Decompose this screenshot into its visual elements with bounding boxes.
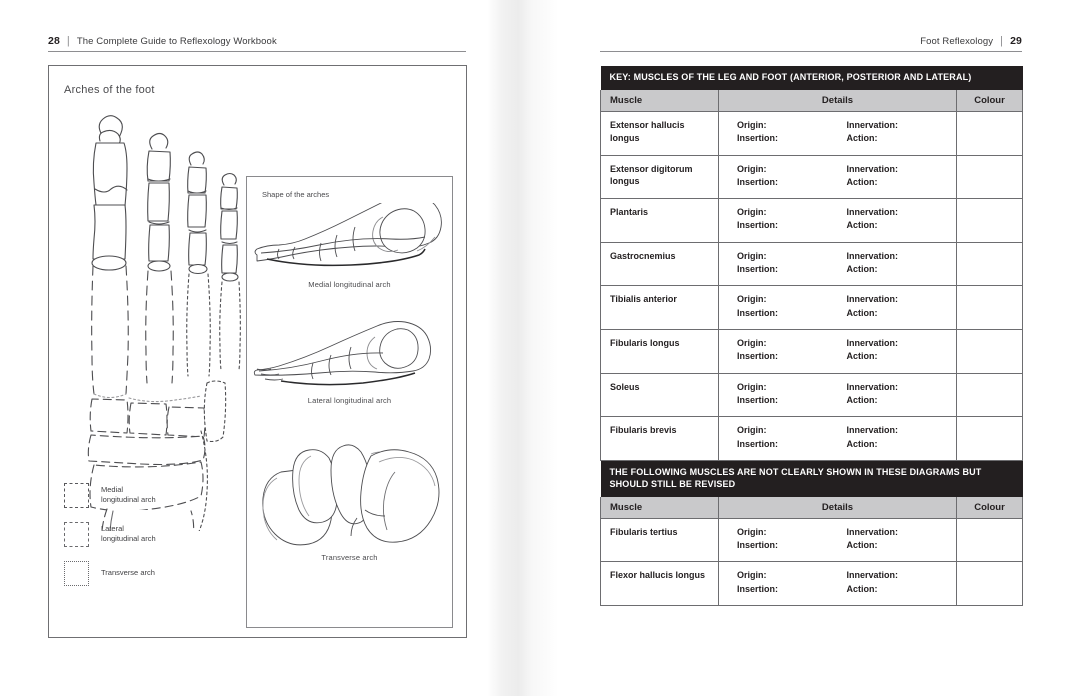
lateral-arch-swatch-icon <box>64 522 89 547</box>
legend-label-lateral-line2: longitudinal arch <box>101 534 156 543</box>
action-label: Action: <box>846 351 878 362</box>
left-header-rule <box>48 51 466 52</box>
action-label: Action: <box>846 438 878 449</box>
muscle-details[interactable] <box>719 199 957 243</box>
lateral-arch-caption: Lateral longitudinal arch <box>307 396 392 405</box>
action-label: Action: <box>846 307 878 318</box>
colour-swatch-cell[interactable] <box>957 373 1023 417</box>
legend-item-medial <box>64 482 244 508</box>
action-label: Action: <box>846 133 878 144</box>
muscle-details[interactable] <box>719 111 957 155</box>
origin-label: Origin: <box>737 381 767 392</box>
muscle-name: Soleus <box>601 373 719 417</box>
insertion-label: Insertion: <box>737 351 779 362</box>
figure-title: Arches of the foot <box>64 84 155 96</box>
innervation-label: Innervation: <box>846 425 899 436</box>
medial-arch-illustration <box>251 203 451 275</box>
table-row[interactable] <box>601 286 1023 330</box>
table-row[interactable] <box>601 330 1023 374</box>
insertion-label: Insertion: <box>737 220 779 231</box>
lateral-arch-illustration <box>251 319 451 391</box>
action-label: Action: <box>846 220 878 231</box>
legend-label-medial <box>101 485 156 506</box>
muscle-name: Fibularis tertius <box>601 518 719 562</box>
muscle-details[interactable] <box>719 330 957 374</box>
muscle-name: Tibialis anterior <box>601 286 719 330</box>
table-row[interactable] <box>601 417 1023 461</box>
colour-swatch-cell[interactable] <box>957 155 1023 199</box>
innervation-label: Innervation: <box>846 570 899 581</box>
muscle-name: Fibularis longus <box>601 330 719 374</box>
table-row[interactable] <box>601 562 1023 606</box>
insertion-label: Insertion: <box>737 176 779 187</box>
table-row[interactable] <box>601 518 1023 562</box>
legend-item-transverse <box>64 560 244 586</box>
muscle-name: Fibularis brevis <box>601 417 719 461</box>
legend-label-lateral-line1: Lateral <box>101 523 124 533</box>
legend-label-medial-line1: Medial <box>101 484 124 494</box>
right-running-head <box>920 33 1022 49</box>
action-label: Action: <box>846 394 878 405</box>
action-label: Action: <box>846 176 878 187</box>
muscle-details[interactable] <box>719 242 957 286</box>
origin-label: Origin: <box>737 526 767 537</box>
origin-label: Origin: <box>737 570 767 581</box>
left-running-title: The Complete Guide to Reflexology Workbook <box>76 35 277 47</box>
table-one-column-headers <box>601 90 1023 112</box>
legend-label-transverse-line1: Transverse arch <box>101 567 155 577</box>
insertion-label: Insertion: <box>737 133 779 144</box>
column-header-colour-2: Colour <box>957 497 1023 519</box>
medial-arch-swatch-icon <box>64 483 89 508</box>
insertion-label: Insertion: <box>737 394 779 405</box>
origin-label: Origin: <box>737 250 767 261</box>
legend-item-lateral <box>64 521 244 547</box>
insertion-label: Insertion: <box>737 438 779 449</box>
muscle-details[interactable] <box>719 286 957 330</box>
muscle-table-secondary <box>600 461 1023 606</box>
arch-shapes-panel <box>246 176 453 628</box>
muscle-name: Gastrocnemius <box>601 242 719 286</box>
column-header-details-2: Details <box>719 497 957 519</box>
muscle-name: Extensor digitorum longus <box>601 155 719 199</box>
table-row[interactable] <box>601 155 1023 199</box>
muscle-table-primary <box>600 66 1023 461</box>
colour-swatch-cell[interactable] <box>957 518 1023 562</box>
table-one-band <box>601 66 1023 90</box>
shape-of-arches-label: Shape of the arches <box>262 190 330 199</box>
innervation-label: Innervation: <box>846 163 899 174</box>
innervation-label: Innervation: <box>846 250 899 261</box>
column-header-colour-1: Colour <box>957 90 1023 112</box>
right-running-title: Foot Reflexology <box>920 35 994 47</box>
arch-legend <box>64 482 244 599</box>
muscle-tables-container <box>600 66 1022 606</box>
table-row[interactable] <box>601 111 1023 155</box>
transverse-arch-caption: Transverse arch <box>321 553 378 562</box>
innervation-label: Innervation: <box>846 526 899 537</box>
table-two-band-title: THE FOLLOWING MUSCLES ARE NOT CLEARLY SHOWN IN THESE DIAGRAMS BUT SHOULD STILL BE REVISED <box>601 461 1023 497</box>
legend-label-lateral <box>101 524 156 545</box>
dorsal-foot-skeleton-illustration <box>61 111 241 531</box>
action-label: Action: <box>846 583 878 594</box>
runhead-separator-right: | <box>1000 35 1004 47</box>
left-page-number: 28 <box>48 35 60 47</box>
runhead-separator: | <box>66 35 70 47</box>
colour-swatch-cell[interactable] <box>957 562 1023 606</box>
column-header-muscle-2: Muscle <box>601 497 719 519</box>
colour-swatch-cell[interactable] <box>957 199 1023 243</box>
legend-label-transverse <box>101 568 155 578</box>
origin-label: Origin: <box>737 338 767 348</box>
column-header-details-1: Details <box>719 90 957 112</box>
colour-swatch-cell[interactable] <box>957 286 1023 330</box>
insertion-label: Insertion: <box>737 307 779 318</box>
left-page <box>0 0 500 696</box>
action-label: Action: <box>846 539 878 550</box>
muscle-details[interactable] <box>719 562 957 606</box>
origin-label: Origin: <box>737 425 767 436</box>
innervation-label: Innervation: <box>846 381 899 392</box>
transverse-arch-swatch-icon <box>64 561 89 586</box>
table-row[interactable] <box>601 373 1023 417</box>
legend-label-medial-line2: longitudinal arch <box>101 495 156 504</box>
arches-figure-frame <box>48 65 467 638</box>
muscle-details[interactable] <box>719 518 957 562</box>
colour-swatch-cell[interactable] <box>957 330 1023 374</box>
innervation-label: Innervation: <box>846 207 899 218</box>
column-header-muscle-1: Muscle <box>601 90 719 112</box>
medial-arch-caption: Medial longitudinal arch <box>308 280 391 289</box>
action-label: Action: <box>846 264 878 275</box>
insertion-label: Insertion: <box>737 539 779 550</box>
right-page-number: 29 <box>1010 35 1022 47</box>
muscle-name: Flexor hallucis longus <box>601 562 719 606</box>
insertion-label: Insertion: <box>737 264 779 275</box>
muscle-details[interactable] <box>719 417 957 461</box>
origin-label: Origin: <box>737 207 767 218</box>
table-one-band-title: KEY: MUSCLES OF THE LEG AND FOOT (ANTERIOR, POSTERIOR AND LATERAL) <box>601 66 1023 90</box>
colour-swatch-cell[interactable] <box>957 111 1023 155</box>
muscle-details[interactable] <box>719 155 957 199</box>
insertion-label: Insertion: <box>737 583 779 594</box>
muscle-details[interactable] <box>719 373 957 417</box>
right-header-rule <box>600 51 1022 52</box>
table-row[interactable] <box>601 242 1023 286</box>
innervation-label: Innervation: <box>846 294 899 305</box>
table-two-column-headers <box>601 497 1023 519</box>
muscle-name: Plantaris <box>601 199 719 243</box>
origin-label: Origin: <box>737 119 767 130</box>
innervation-label: Innervation: <box>846 338 899 348</box>
innervation-label: Innervation: <box>846 119 899 130</box>
table-row[interactable] <box>601 199 1023 243</box>
table-two-band <box>601 461 1023 497</box>
left-running-head <box>48 33 277 49</box>
colour-swatch-cell[interactable] <box>957 242 1023 286</box>
muscle-name: Extensor hallucis longus <box>601 111 719 155</box>
colour-swatch-cell[interactable] <box>957 417 1023 461</box>
origin-label: Origin: <box>737 163 767 174</box>
origin-label: Origin: <box>737 294 767 305</box>
transverse-arch-illustration <box>253 432 449 552</box>
